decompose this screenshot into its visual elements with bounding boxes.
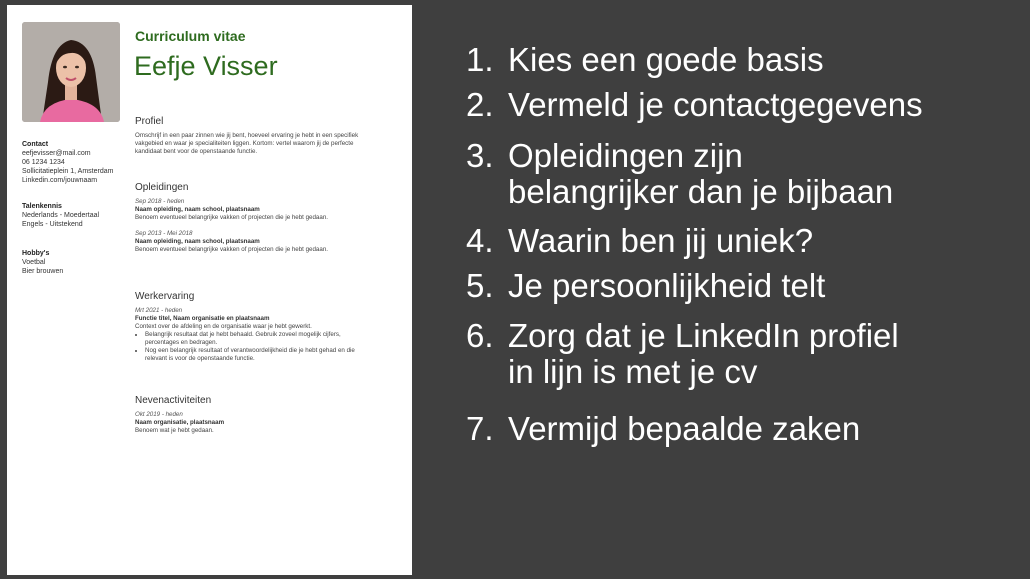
- tip-item: [466, 268, 825, 304]
- tip-number: 1.: [466, 41, 494, 78]
- education-date: Sep 2018 - heden: [135, 198, 185, 205]
- contact-heading: Contact: [22, 141, 49, 148]
- side-activities-title: Naam organisatie, plaatsnaam: [135, 419, 225, 426]
- tip-text: Opleidingen zijn: [508, 137, 743, 174]
- education-date: Sep 2013 - Mei 2018: [135, 230, 193, 237]
- tip-text: Vermeld je contactgegevens: [508, 86, 923, 123]
- profile-heading: Profiel: [135, 116, 164, 127]
- tip-text: Kies een goede basis: [508, 41, 824, 78]
- side-activities-section: [135, 397, 375, 435]
- tip-number: 2.: [466, 86, 494, 123]
- work-heading: Werkervaring: [135, 291, 195, 302]
- profile-text: Omschrijf in een paar zinnen wie jij bent, hoeveel ervaring je hebt in een specifiek vakgebied en waar je specialiteiten liggen. Kortom: vertel waarom jij de perfecte kandidaat bent voor de openstaande functie.: [135, 132, 359, 155]
- hobby-item: Voetbal: [22, 259, 46, 266]
- language-item: Nederlands - Moedertaal: [22, 212, 100, 219]
- tip-number: 5.: [466, 267, 494, 304]
- work-bullet: • Belangrijk resultaat dat je hebt behaald. Gebruik zoveel mogelijk cijfers, percentages en bedragen.: [145, 331, 375, 347]
- tip-text: Je persoonlijkheid telt: [508, 267, 826, 304]
- side-activities-heading: Nevenactiviteiten: [135, 395, 212, 406]
- side-activities-desc: Benoem wat je hebt gedaan.: [135, 427, 214, 434]
- cv-document: [7, 5, 412, 575]
- work-context: Context over de afdeling en de organisatie waar je hebt gewerkt.: [135, 323, 312, 330]
- work-date: Mrt 2021 - heden: [135, 307, 183, 314]
- hobbies-block: [22, 249, 122, 276]
- tip-item: [466, 318, 899, 390]
- contact-phone: 06 1234 1234: [22, 159, 65, 166]
- work-bullets: [135, 331, 375, 363]
- side-activities-date: Okt 2019 - heden: [135, 411, 183, 418]
- tip-text: Waarin ben jij uniek?: [508, 222, 814, 259]
- education-section: [135, 184, 375, 254]
- profile-photo: [22, 22, 120, 122]
- contact-address: Sollicitatieplein 1, Amsterdam: [22, 168, 114, 175]
- hobbies-heading: Hobby's: [22, 250, 50, 257]
- contact-email: eefjevisser@mail.com: [22, 150, 91, 157]
- languages-block: [22, 202, 122, 229]
- tip-text: belangrijker dan je bijbaan: [508, 173, 894, 210]
- education-desc: Benoem eventueel belangrijke vakken of projecten die je hebt gedaan.: [135, 246, 328, 253]
- contact-block: [22, 140, 122, 185]
- contact-linkedin: Linkedin.com/jouwnaam: [22, 177, 98, 184]
- work-section: [135, 293, 375, 363]
- work-bullet: • Nog een belangrijk resultaat of verantwoordelijkheid die je hebt gehad en die relevant is voor de openstaande functie.: [145, 347, 375, 363]
- languages-heading: Talenkennis: [22, 203, 62, 210]
- language-item: Engels - Uitstekend: [22, 221, 83, 228]
- work-title: Functie titel, Naam organisatie en plaatsnaam: [135, 315, 270, 322]
- cv-subtitle: Curriculum vitae: [135, 28, 246, 44]
- education-heading: Opleidingen: [135, 182, 189, 193]
- tip-item: [466, 87, 923, 123]
- tip-item: [466, 138, 893, 210]
- cv-name: Eefje Visser: [134, 51, 278, 81]
- hobby-item: Bier brouwen: [22, 268, 64, 275]
- tip-number: 7.: [466, 410, 494, 447]
- tip-item: [466, 223, 813, 259]
- tip-item: [466, 411, 860, 447]
- education-desc: Benoem eventueel belangrijke vakken of projecten die je hebt gedaan.: [135, 214, 328, 221]
- tip-number: 4.: [466, 222, 494, 259]
- tip-number: 3.: [466, 137, 494, 174]
- tip-number: 6.: [466, 317, 494, 354]
- tip-item: [466, 42, 824, 78]
- tip-text: Zorg dat je LinkedIn profiel: [508, 317, 899, 354]
- education-title: Naam opleiding, naam school, plaatsnaam: [135, 206, 260, 213]
- tip-text: Vermijd bepaalde zaken: [508, 410, 861, 447]
- profile-section: [135, 118, 375, 156]
- tip-text: in lijn is met je cv: [508, 353, 758, 390]
- education-title: Naam opleiding, naam school, plaatsnaam: [135, 238, 260, 245]
